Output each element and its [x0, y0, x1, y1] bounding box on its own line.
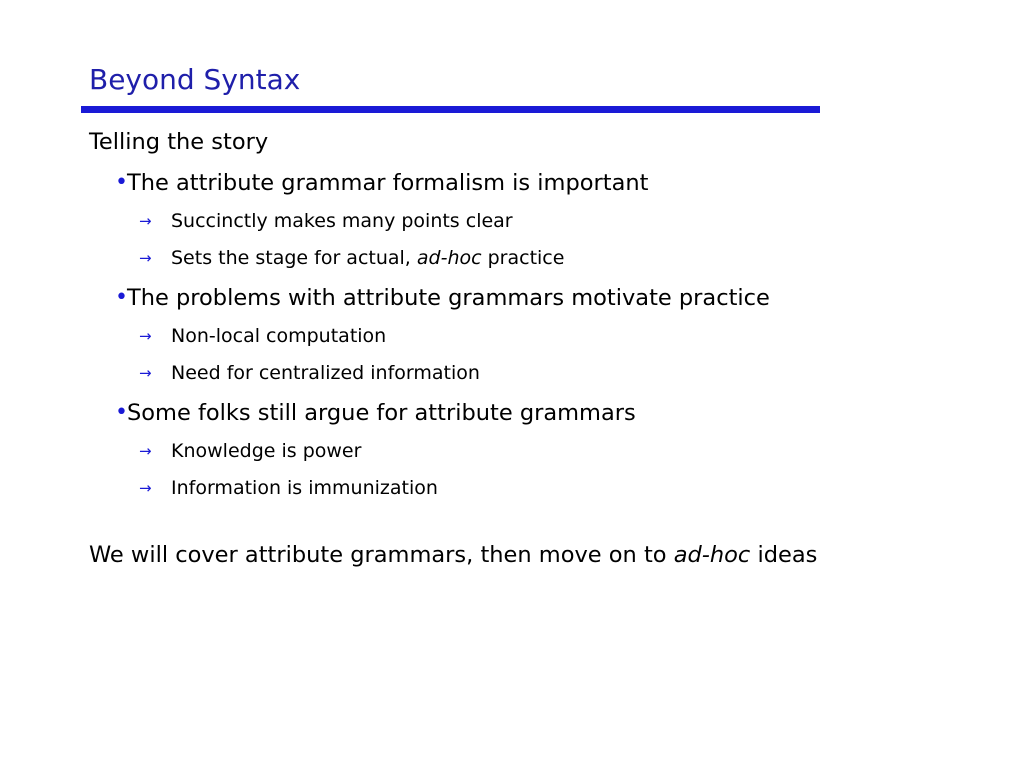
- sub-item: Knowledge is power: [171, 440, 362, 462]
- intro-text: Telling the story: [89, 129, 269, 155]
- arrow-icon: →: [139, 249, 152, 267]
- closing-suffix: ideas: [750, 542, 818, 568]
- arrow-icon: →: [139, 364, 152, 382]
- sub-item-emphasis: ad-hoc: [416, 247, 482, 269]
- bullet-item: The problems with attribute grammars motivate practice: [127, 285, 770, 311]
- arrow-icon: →: [139, 212, 152, 230]
- arrow-icon: →: [139, 327, 152, 345]
- closing-text: [89, 541, 817, 569]
- bullet-item: Some folks still argue for attribute grammars: [127, 400, 636, 426]
- sub-item: Information is immunization: [171, 477, 438, 499]
- sub-item: Succinctly makes many points clear: [171, 210, 513, 232]
- closing-prefix: We will cover attribute grammars, then move on to: [89, 542, 674, 568]
- arrow-icon: →: [139, 442, 152, 460]
- sub-item: Need for centralized information: [171, 362, 480, 384]
- sub-item: [171, 246, 564, 270]
- bullet-icon: •: [115, 400, 128, 425]
- arrow-icon: →: [139, 479, 152, 497]
- bullet-icon: •: [115, 285, 128, 310]
- sub-item-prefix: Sets the stage for actual,: [171, 247, 417, 269]
- closing-emphasis: ad-hoc: [673, 542, 751, 568]
- slide-title: Beyond Syntax: [89, 63, 301, 96]
- sub-item: Non-local computation: [171, 325, 387, 347]
- title-underline: [81, 106, 820, 113]
- sub-item-suffix: practice: [481, 247, 565, 269]
- bullet-icon: •: [115, 170, 128, 195]
- bullet-item: The attribute grammar formalism is important: [127, 170, 649, 196]
